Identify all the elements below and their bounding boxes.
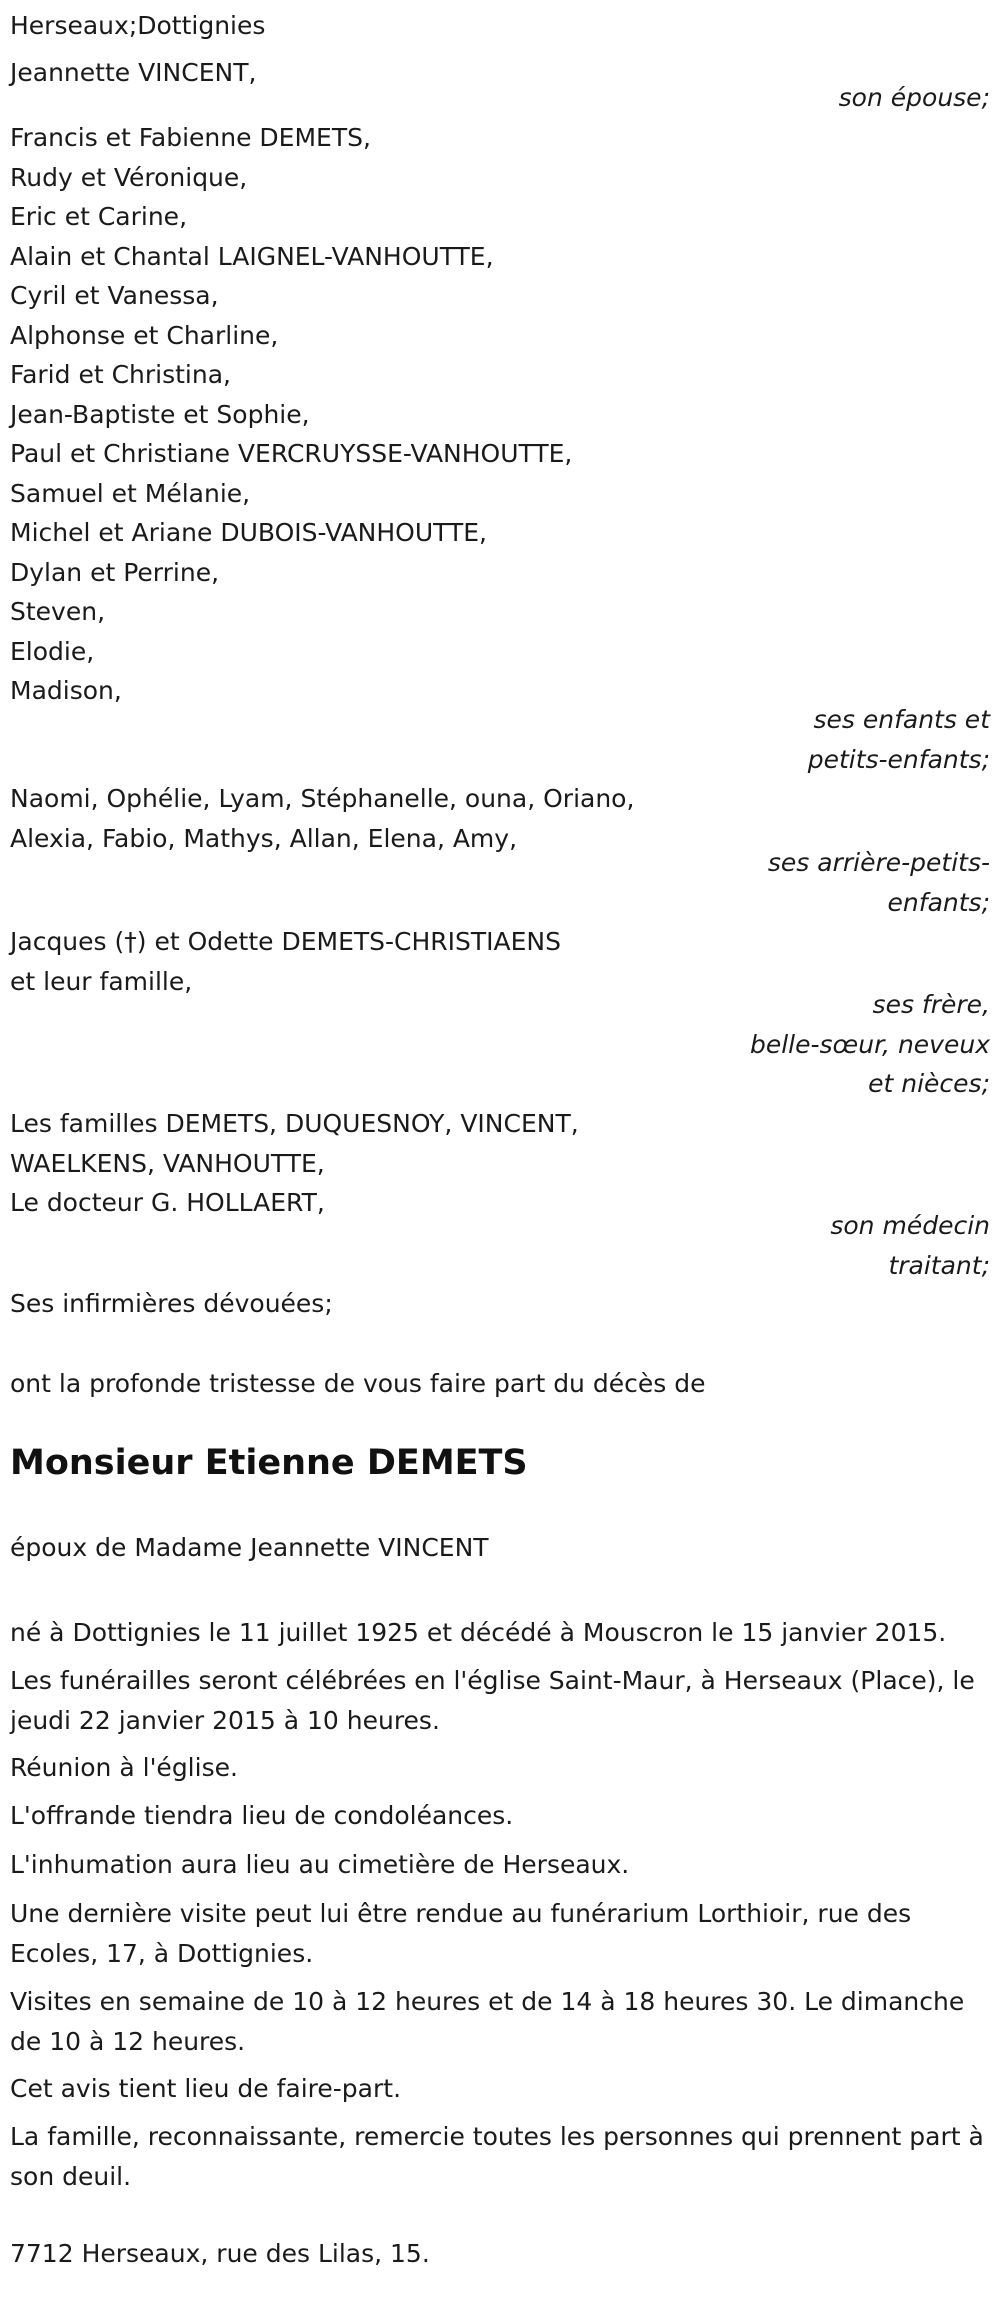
- child-line: Dylan et Perrine,: [10, 557, 220, 587]
- birth-death-line: né à Dottignies le 11 juillet 1925 et décédé à Mouscron le 15 janvier 2015.: [10, 1618, 947, 1647]
- child-line: Cyril et Vanessa,: [10, 281, 219, 310]
- sibling-line: et leur famille,: [10, 966, 193, 996]
- siblings-role: et nièces;: [868, 1069, 990, 1098]
- visiting-hours: Visites en semaine de 10 à 12 heures et de 14 à 18 heures 30. Le dimanche de 10 à 12 heures.: [10, 1987, 965, 2056]
- thanks-info: La famille, reconnaissante, remercie toutes les personnes qui prennent part à son deuil.: [10, 2122, 984, 2191]
- siblings-role: ses frère,: [872, 990, 990, 1019]
- meeting-info: Réunion à l'église.: [10, 1753, 238, 1782]
- children-role: petits-enfants;: [807, 745, 990, 774]
- great-grandchildren-line: Naomi, Ophélie, Lyam, Stéphanelle, ouna, Oriano,: [10, 784, 635, 813]
- announcement: ont la profonde tristesse de vous faire part du décès de: [10, 1369, 706, 1398]
- child-line: Jean-Baptiste et Sophie,: [10, 399, 310, 429]
- spouse-role: son épouse;: [838, 83, 990, 112]
- deceased-name: Monsieur Etienne DEMETS: [10, 1443, 528, 1483]
- address: 7712 Herseaux, rue des Lilas, 15.: [10, 2239, 430, 2268]
- child-line: Rudy et Véronique,: [10, 162, 248, 192]
- child-line: Steven,: [10, 597, 106, 626]
- great-grandchildren-role: enfants;: [887, 888, 990, 917]
- great-grandchildren-role: ses arrière-petits-: [767, 848, 990, 877]
- spouse-name: Jeannette VINCENT,: [10, 58, 257, 87]
- siblings-role: belle-sœur, neveux: [749, 1029, 990, 1059]
- location-header: Herseaux;Dottignies: [10, 11, 266, 40]
- doctor-role: son médecin: [830, 1211, 990, 1240]
- offering-info: L'offrande tiendra lieu de condoléances.: [10, 1801, 514, 1830]
- nurses-line: Ses infirmières dévouées;: [10, 1289, 333, 1318]
- great-grandchildren-line: Alexia, Fabio, Mathys, Allan, Elena, Amy,: [10, 823, 518, 853]
- funeral-home-info: Une dernière visite peut lui être rendue au funérarium Lorthioir, rue des Ecoles, 17, à Dottignies.: [10, 1899, 912, 1968]
- burial-info: L'inhumation aura lieu au cimetière de Herseaux.: [10, 1850, 630, 1879]
- child-line: Farid et Christina,: [10, 360, 231, 389]
- child-line: Alain et Chantal LAIGNEL-VANHOUTTE,: [10, 241, 494, 271]
- spouse-of: époux de Madame Jeannette VINCENT: [10, 1533, 489, 1562]
- children-role: ses enfants et: [813, 705, 990, 734]
- doctor-role: traitant;: [888, 1250, 990, 1280]
- child-line: Paul et Christiane VERCRUYSSE-VANHOUTTE,: [10, 439, 573, 468]
- child-line: Eric et Carine,: [10, 202, 188, 231]
- notice-info: Cet avis tient lieu de faire-part.: [10, 2074, 402, 2103]
- families-line: Les familles DEMETS, DUQUESNOY, VINCENT,: [10, 1109, 579, 1138]
- child-line: Michel et Ariane DUBOIS-VANHOUTTE,: [10, 518, 487, 547]
- child-line: Elodie,: [10, 636, 95, 666]
- sibling-line: Jacques (†) et Odette DEMETS-CHRISTIAENS: [10, 927, 562, 956]
- child-line: Francis et Fabienne DEMETS,: [10, 123, 371, 152]
- child-line: Samuel et Mélanie,: [10, 478, 251, 508]
- child-line: Madison,: [10, 676, 122, 705]
- child-line: Alphonse et Charline,: [10, 320, 279, 350]
- families-line: WAELKENS, VANHOUTTE,: [10, 1148, 325, 1178]
- doctor-line: Le docteur G. HOLLAERT,: [10, 1188, 325, 1217]
- funeral-info: Les funérailles seront célébrées en l'église Saint-Maur, à Herseaux (Place), le jeudi 22 janvier 2015 à 10 heures.: [10, 1666, 975, 1735]
